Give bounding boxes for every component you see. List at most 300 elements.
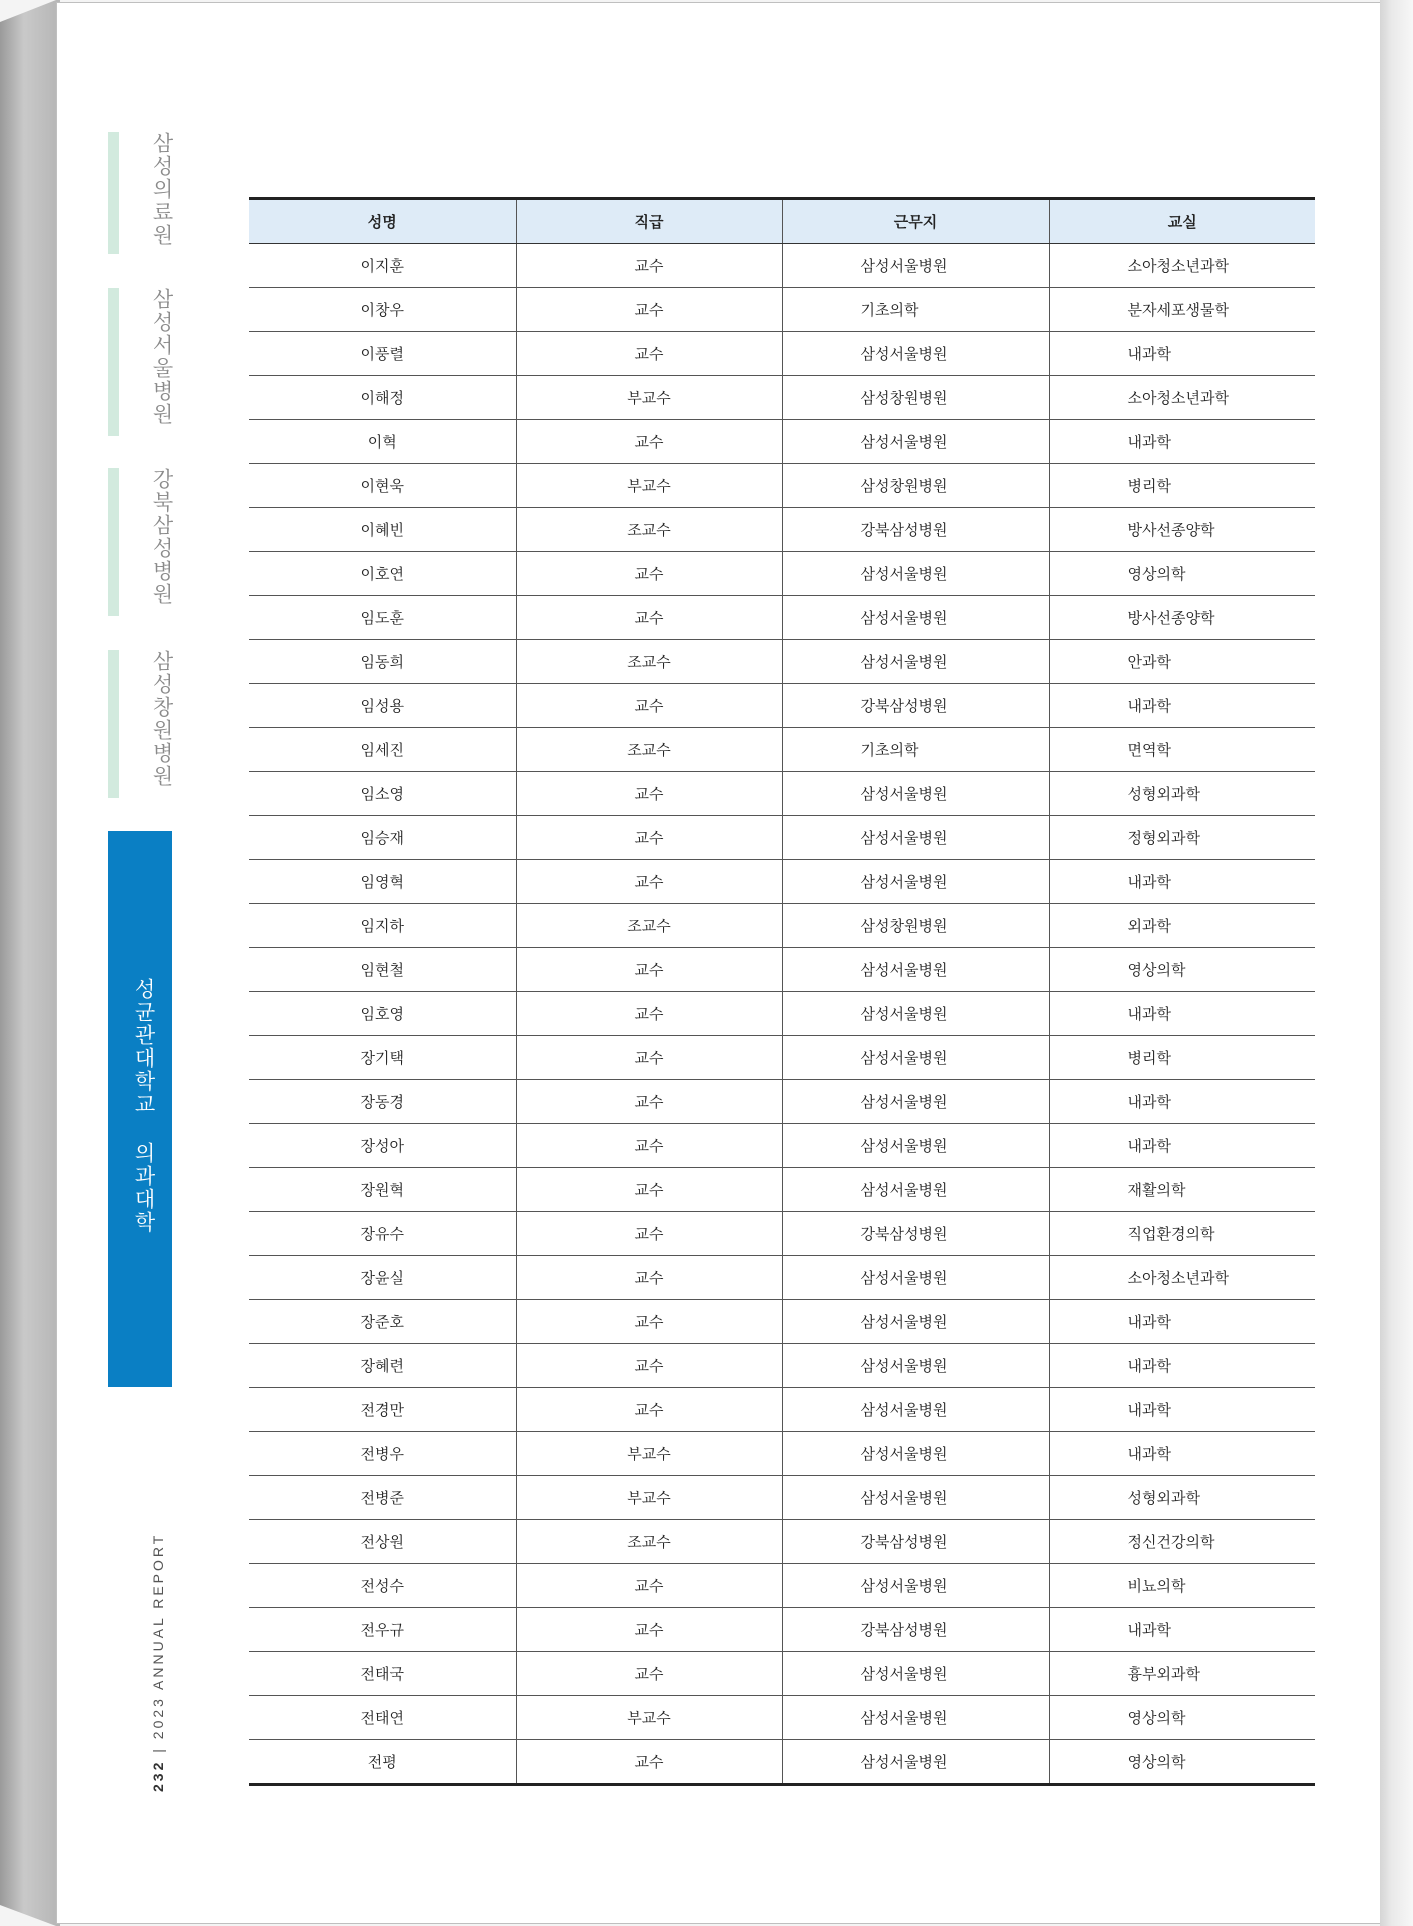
cell-workplace-text: 강북삼성병원 — [860, 1225, 948, 1243]
cell-workplace — [782, 640, 1049, 684]
cell-name-text: 임도훈 — [360, 609, 404, 627]
cell-rank-text: 교수 — [634, 1005, 664, 1023]
cell-rank — [516, 1036, 782, 1080]
cell-department-text: 성형외과학 — [1127, 1489, 1200, 1507]
cell-name-text: 이혁 — [367, 433, 397, 451]
cell-rank — [516, 1608, 782, 1652]
cell-workplace-text: 삼성서울병원 — [860, 1401, 948, 1419]
cell-workplace — [782, 992, 1049, 1036]
cell-department-text: 내과학 — [1127, 1137, 1171, 1155]
cell-workplace — [782, 376, 1049, 420]
table-row — [249, 1036, 1315, 1080]
cell-workplace-text: 강북삼성병원 — [860, 521, 948, 539]
table-row — [249, 1432, 1315, 1476]
cell-rank-text: 교수 — [634, 257, 664, 275]
cell-name-text: 장윤실 — [360, 1269, 404, 1287]
cell-name-text: 이혜빈 — [360, 521, 404, 539]
cell-rank — [516, 772, 782, 816]
cell-rank — [516, 1080, 782, 1124]
cell-department — [1049, 332, 1315, 376]
table-row — [249, 948, 1315, 992]
cell-workplace-text: 삼성서울병원 — [860, 829, 948, 847]
cell-department — [1049, 1564, 1315, 1608]
cell-department — [1049, 1652, 1315, 1696]
cell-rank-text: 교수 — [634, 433, 664, 451]
cell-workplace-text: 삼성서울병원 — [860, 961, 948, 979]
cell-department-text: 분자세포생물학 — [1127, 301, 1229, 319]
table-row — [249, 1212, 1315, 1256]
cell-rank-text: 교수 — [634, 301, 664, 319]
cell-name — [249, 332, 516, 376]
table-row — [249, 816, 1315, 860]
cell-rank — [516, 1388, 782, 1432]
cell-rank-text: 교수 — [634, 345, 664, 363]
cell-workplace-text: 삼성서울병원 — [860, 1269, 948, 1287]
cell-workplace — [782, 728, 1049, 772]
cell-workplace — [782, 684, 1049, 728]
cell-department-text: 내과학 — [1127, 345, 1171, 363]
cell-rank — [516, 1168, 782, 1212]
cell-rank — [516, 420, 782, 464]
cell-department — [1049, 1520, 1315, 1564]
cell-department — [1049, 904, 1315, 948]
cell-name — [249, 1124, 516, 1168]
cell-department-text: 성형외과학 — [1127, 785, 1200, 803]
cell-rank — [516, 1652, 782, 1696]
cell-name — [249, 244, 516, 288]
cell-workplace — [782, 772, 1049, 816]
cell-rank-text: 교수 — [634, 873, 664, 891]
cell-name — [249, 816, 516, 860]
cell-rank — [516, 860, 782, 904]
cell-rank-text: 교수 — [634, 785, 664, 803]
cell-workplace — [782, 1388, 1049, 1432]
cell-department — [1049, 772, 1315, 816]
table-row — [249, 288, 1315, 332]
cell-rank-text: 교수 — [634, 1269, 664, 1287]
cell-workplace-text: 기초의학 — [860, 301, 919, 319]
cell-name — [249, 1212, 516, 1256]
cell-name-text: 장혜련 — [360, 1357, 404, 1375]
cell-name-text: 전성수 — [360, 1577, 404, 1595]
cell-department — [1049, 464, 1315, 508]
cell-rank — [516, 1696, 782, 1740]
column-header-name: 성명 — [249, 199, 516, 244]
table-row — [249, 904, 1315, 948]
side-nav-item-kangbuk-samsung-hospital[interactable]: 강북삼성병원 — [150, 468, 174, 606]
cell-name-text: 임승재 — [360, 829, 404, 847]
cell-rank-text: 조교수 — [627, 653, 671, 671]
cell-rank-text: 부교수 — [627, 477, 671, 495]
cell-department — [1049, 1696, 1315, 1740]
cell-department — [1049, 1608, 1315, 1652]
cell-workplace-text: 삼성서울병원 — [860, 1049, 948, 1067]
cell-name-text: 이해정 — [360, 389, 404, 407]
cell-department-text: 재활의학 — [1127, 1181, 1186, 1199]
cell-rank-text: 교수 — [634, 1357, 664, 1375]
cell-name-text: 전평 — [367, 1753, 397, 1771]
cell-rank — [516, 1300, 782, 1344]
cell-workplace-text: 삼성서울병원 — [860, 345, 948, 363]
cell-workplace-text: 강북삼성병원 — [860, 1621, 948, 1639]
cell-workplace-text: 삼성서울병원 — [860, 1753, 948, 1771]
cell-department — [1049, 596, 1315, 640]
table-row — [249, 860, 1315, 904]
cell-name — [249, 376, 516, 420]
column-header-rank: 직급 — [516, 199, 782, 244]
report-title: 2023 ANNUAL REPORT — [150, 1532, 166, 1740]
cell-name — [249, 508, 516, 552]
cell-workplace — [782, 1344, 1049, 1388]
cell-workplace — [782, 1080, 1049, 1124]
table-row — [249, 1388, 1315, 1432]
cell-rank-text: 교수 — [634, 565, 664, 583]
cell-rank-text: 교수 — [634, 1621, 664, 1639]
cell-name — [249, 684, 516, 728]
cell-rank-text: 교수 — [634, 609, 664, 627]
table-row — [249, 1344, 1315, 1388]
table-row — [249, 552, 1315, 596]
cell-rank-text: 교수 — [634, 1665, 664, 1683]
cell-department — [1049, 728, 1315, 772]
side-tab-marker — [108, 288, 119, 436]
cell-rank — [516, 728, 782, 772]
cell-workplace — [782, 1740, 1049, 1785]
cell-name-text: 전태국 — [360, 1665, 404, 1683]
column-header-department: 교실 — [1049, 199, 1315, 244]
cell-department-text: 소아청소년과학 — [1127, 257, 1229, 275]
cell-name — [249, 1608, 516, 1652]
cell-department — [1049, 1432, 1315, 1476]
cell-department-text: 내과학 — [1127, 873, 1171, 891]
cell-department-text: 영상의학 — [1127, 961, 1186, 979]
cell-workplace-text: 삼성서울병원 — [860, 609, 948, 627]
faculty-table — [249, 197, 1315, 1786]
cell-name-text: 임세진 — [360, 741, 404, 759]
cell-department — [1049, 1476, 1315, 1520]
cell-rank-text: 교수 — [634, 1181, 664, 1199]
cell-name-text: 장기택 — [360, 1049, 404, 1067]
cell-department-text: 병리학 — [1127, 1049, 1171, 1067]
cell-rank — [516, 992, 782, 1036]
cell-workplace — [782, 860, 1049, 904]
cell-workplace — [782, 816, 1049, 860]
cell-department-text: 안과학 — [1127, 653, 1171, 671]
cell-workplace — [782, 508, 1049, 552]
cell-department-text: 방사선종양학 — [1127, 609, 1215, 627]
cell-rank-text: 교수 — [634, 697, 664, 715]
cell-rank-text: 교수 — [634, 1313, 664, 1331]
cell-department-text: 정형외과학 — [1127, 829, 1200, 847]
table-row — [249, 596, 1315, 640]
cell-workplace — [782, 332, 1049, 376]
cell-rank — [516, 1124, 782, 1168]
cell-department — [1049, 1300, 1315, 1344]
cell-department-text: 방사선종양학 — [1127, 521, 1215, 539]
cell-rank — [516, 816, 782, 860]
cell-name-text: 전태연 — [360, 1709, 404, 1727]
cell-rank-text: 교수 — [634, 961, 664, 979]
cell-workplace — [782, 1212, 1049, 1256]
cell-name — [249, 1740, 516, 1785]
cell-department — [1049, 860, 1315, 904]
table-row — [249, 1608, 1315, 1652]
cell-workplace — [782, 464, 1049, 508]
cell-department-text: 내과학 — [1127, 1401, 1171, 1419]
cell-department — [1049, 288, 1315, 332]
table-row — [249, 464, 1315, 508]
cell-rank — [516, 464, 782, 508]
table-row — [249, 244, 1315, 288]
cell-name-text: 이호연 — [360, 565, 404, 583]
side-nav-item-samsung-medical-center[interactable]: 삼성의료원 — [150, 132, 174, 247]
cell-department — [1049, 376, 1315, 420]
cell-rank — [516, 552, 782, 596]
cell-department-text: 내과학 — [1127, 1621, 1171, 1639]
cell-department-text: 소아청소년과학 — [1127, 389, 1229, 407]
cell-workplace-text: 삼성서울병원 — [860, 785, 948, 803]
cell-department-text: 내과학 — [1127, 1357, 1171, 1375]
cell-rank-text: 교수 — [634, 1093, 664, 1111]
cell-rank-text: 교수 — [634, 1401, 664, 1419]
table-row — [249, 1300, 1315, 1344]
cell-workplace-text: 삼성서울병원 — [860, 565, 948, 583]
table-row — [249, 1124, 1315, 1168]
cell-workplace-text: 삼성서울병원 — [860, 1181, 948, 1199]
table-row — [249, 508, 1315, 552]
cell-department — [1049, 552, 1315, 596]
cell-workplace-text: 강북삼성병원 — [860, 697, 948, 715]
side-tab-marker — [108, 468, 119, 616]
cell-workplace-text: 삼성서울병원 — [860, 257, 948, 275]
cell-department — [1049, 948, 1315, 992]
cell-name — [249, 1476, 516, 1520]
cell-workplace — [782, 1168, 1049, 1212]
cell-workplace-text: 삼성서울병원 — [860, 1489, 948, 1507]
cell-name — [249, 1168, 516, 1212]
table-row — [249, 684, 1315, 728]
cell-workplace-text: 삼성서울병원 — [860, 1445, 948, 1463]
cell-name-text: 이지훈 — [360, 257, 404, 275]
cell-name — [249, 1388, 516, 1432]
table-row — [249, 1696, 1315, 1740]
table-row — [249, 420, 1315, 464]
cell-name — [249, 904, 516, 948]
cell-name — [249, 1256, 516, 1300]
cell-name — [249, 1696, 516, 1740]
table-row — [249, 332, 1315, 376]
table-row — [249, 1476, 1315, 1520]
cell-workplace-text: 삼성서울병원 — [860, 1665, 948, 1683]
cell-name-text: 임소영 — [360, 785, 404, 803]
cell-workplace — [782, 420, 1049, 464]
cell-department — [1049, 992, 1315, 1036]
cell-rank — [516, 1212, 782, 1256]
cell-name — [249, 596, 516, 640]
table-row — [249, 1652, 1315, 1696]
cell-rank — [516, 948, 782, 992]
table-row — [249, 992, 1315, 1036]
cell-rank — [516, 1344, 782, 1388]
cell-rank — [516, 1476, 782, 1520]
cell-name — [249, 464, 516, 508]
cell-workplace-text: 삼성서울병원 — [860, 1709, 948, 1727]
cell-name — [249, 1036, 516, 1080]
cell-name — [249, 728, 516, 772]
table-row — [249, 772, 1315, 816]
cell-workplace-text: 삼성서울병원 — [860, 1137, 948, 1155]
cell-workplace-text: 삼성서울병원 — [860, 873, 948, 891]
cell-rank-text: 교수 — [634, 829, 664, 847]
cell-rank-text: 교수 — [634, 1225, 664, 1243]
cell-name-text: 장유수 — [360, 1225, 404, 1243]
cell-department — [1049, 1388, 1315, 1432]
cell-name-text: 장준호 — [360, 1313, 404, 1331]
book-spine — [0, 0, 60, 1926]
cell-rank-text: 부교수 — [627, 1489, 671, 1507]
cell-rank — [516, 640, 782, 684]
cell-department-text: 내과학 — [1127, 1005, 1171, 1023]
cell-name — [249, 552, 516, 596]
cell-rank — [516, 904, 782, 948]
table-row — [249, 640, 1315, 684]
cell-workplace-text: 삼성서울병원 — [860, 1005, 948, 1023]
cell-workplace-text: 삼성창원병원 — [860, 389, 948, 407]
cell-workplace — [782, 1256, 1049, 1300]
side-tab-marker — [108, 650, 119, 798]
cell-workplace — [782, 288, 1049, 332]
cell-workplace-text: 기초의학 — [860, 741, 919, 759]
cell-rank — [516, 1740, 782, 1785]
cell-name — [249, 640, 516, 684]
cell-workplace — [782, 1520, 1049, 1564]
cell-workplace-text: 강북삼성병원 — [860, 1533, 948, 1551]
table-row — [249, 1256, 1315, 1300]
side-nav-item-samsung-seoul-hospital[interactable]: 삼성서울병원 — [150, 288, 174, 426]
cell-name — [249, 1344, 516, 1388]
table-row — [249, 1168, 1315, 1212]
cell-workplace-text: 삼성창원병원 — [860, 917, 948, 935]
cell-name — [249, 948, 516, 992]
cell-workplace — [782, 1300, 1049, 1344]
cell-name — [249, 992, 516, 1036]
cell-rank — [516, 596, 782, 640]
cell-department — [1049, 1740, 1315, 1785]
cell-workplace — [782, 596, 1049, 640]
cell-rank-text: 조교수 — [627, 741, 671, 759]
cell-department-text: 비뇨의학 — [1127, 1577, 1186, 1595]
cell-name-text: 임호영 — [360, 1005, 404, 1023]
table-header-row — [249, 199, 1315, 244]
cell-workplace-text: 삼성서울병원 — [860, 1357, 948, 1375]
cell-department — [1049, 640, 1315, 684]
table-row — [249, 376, 1315, 420]
cell-rank-text: 교수 — [634, 1049, 664, 1067]
cell-workplace — [782, 1036, 1049, 1080]
cell-department — [1049, 508, 1315, 552]
cell-rank — [516, 332, 782, 376]
cell-workplace — [782, 1432, 1049, 1476]
cell-name-text: 임동희 — [360, 653, 404, 671]
cell-name — [249, 1652, 516, 1696]
cell-name — [249, 1300, 516, 1344]
cell-department-text: 영상의학 — [1127, 1709, 1186, 1727]
cell-name-text: 전상원 — [360, 1533, 404, 1551]
cell-name-text: 장성아 — [360, 1137, 404, 1155]
table-row — [249, 728, 1315, 772]
cell-department — [1049, 1080, 1315, 1124]
cell-department-text: 내과학 — [1127, 697, 1171, 715]
cell-workplace — [782, 1476, 1049, 1520]
cell-name-text: 이풍렬 — [360, 345, 404, 363]
cell-name-text: 임지하 — [360, 917, 404, 935]
column-header-workplace: 근무지 — [782, 199, 1049, 244]
cell-rank-text: 교수 — [634, 1137, 664, 1155]
cell-name — [249, 1564, 516, 1608]
cell-rank — [516, 1564, 782, 1608]
cell-rank — [516, 1256, 782, 1300]
cell-workplace — [782, 904, 1049, 948]
cell-rank — [516, 684, 782, 728]
cell-workplace — [782, 1696, 1049, 1740]
cell-department-text: 소아청소년과학 — [1127, 1269, 1229, 1287]
cell-name-text: 전병우 — [360, 1445, 404, 1463]
cell-workplace — [782, 1564, 1049, 1608]
cell-department-text: 내과학 — [1127, 433, 1171, 451]
cell-department — [1049, 420, 1315, 464]
side-nav-item-skku-medicine[interactable]: 성균관대학교 의과대학 — [132, 978, 156, 1234]
cell-rank-text: 조교수 — [627, 1533, 671, 1551]
cell-rank — [516, 1432, 782, 1476]
cell-name-text: 전경만 — [360, 1401, 404, 1419]
cell-department-text: 영상의학 — [1127, 1753, 1186, 1771]
cell-department-text: 내과학 — [1127, 1313, 1171, 1331]
cell-department — [1049, 816, 1315, 860]
footer-separator: | — [150, 1746, 166, 1753]
cell-workplace — [782, 244, 1049, 288]
cell-workplace-text: 삼성서울병원 — [860, 653, 948, 671]
cell-rank-text: 부교수 — [627, 389, 671, 407]
cell-workplace — [782, 1652, 1049, 1696]
side-nav-item-samsung-changwon-hospital[interactable]: 삼성창원병원 — [150, 650, 174, 788]
table-row — [249, 1740, 1315, 1785]
cell-rank — [516, 508, 782, 552]
side-tab-marker — [108, 132, 119, 254]
cell-department — [1049, 1036, 1315, 1080]
cell-department-text: 직업환경의학 — [1127, 1225, 1215, 1243]
cell-department-text: 흉부외과학 — [1127, 1665, 1200, 1683]
cell-name — [249, 1432, 516, 1476]
table-row — [249, 1080, 1315, 1124]
cell-rank-text: 부교수 — [627, 1445, 671, 1463]
page-number: 232 — [150, 1759, 166, 1792]
cell-name — [249, 420, 516, 464]
page-edge-shadow — [1380, 0, 1413, 1926]
cell-rank — [516, 244, 782, 288]
cell-rank-text: 부교수 — [627, 1709, 671, 1727]
cell-name-text: 이창우 — [360, 301, 404, 319]
cell-department-text: 내과학 — [1127, 1093, 1171, 1111]
cell-workplace-text: 삼성서울병원 — [860, 1313, 948, 1331]
cell-name-text: 임영혁 — [360, 873, 404, 891]
cell-workplace-text: 삼성서울병원 — [860, 1577, 948, 1595]
cell-rank-text: 교수 — [634, 1577, 664, 1595]
cell-department — [1049, 1168, 1315, 1212]
cell-workplace — [782, 1124, 1049, 1168]
cell-department — [1049, 1344, 1315, 1388]
cell-department-text: 정신건강의학 — [1127, 1533, 1215, 1551]
cell-workplace — [782, 1608, 1049, 1652]
